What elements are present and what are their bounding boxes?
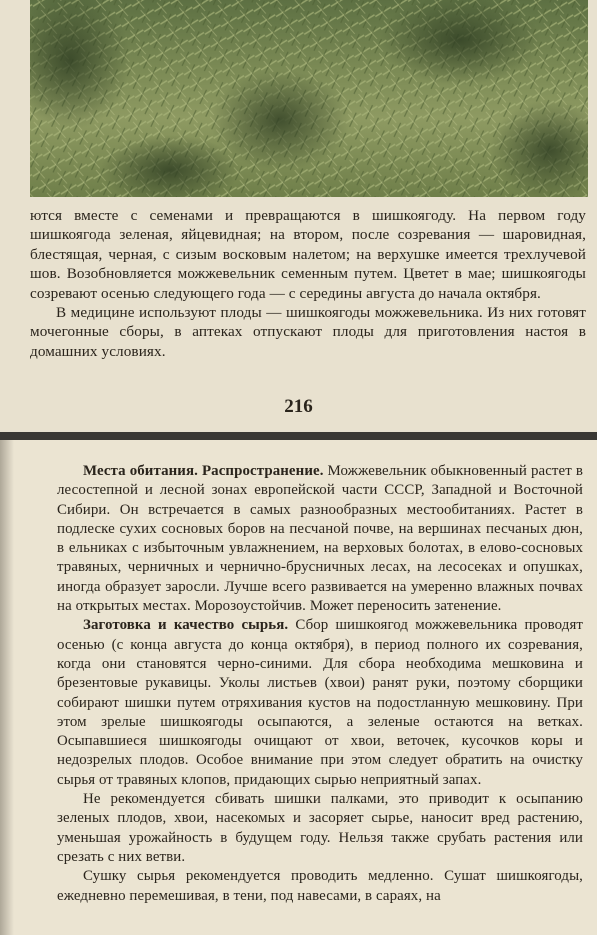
top-page-text (30, 206, 586, 361)
page-number: 216 (284, 396, 313, 417)
paragraph: Не рекомендуется сбивать шишки палками, это приводит к осыпанию зеленых плодов, хвои, насекомых и засоряет сырье, наносит вред растению, уменьшая урожайность в будущем году. Нельзя также срубать растения или срезать с них ветви. (57, 791, 583, 865)
section-text: Можжевельник обыкновенный растет в лесостепной и лесной зонах европейской части СССР, Западной и Восточной Сибири. Он встречается в самых разнообразных местообитаниях. Растет в подлеске сухих сосновых боров на песчаной почве, на вершинах песчаных дюн, в ельниках с избыточным увлажнением, на верховых болотах, в елово-сосновых травяных, черничных и чернично-брусничных лесах, на лесосеках и опушках, иногда образует заросли. Лучше всего развивается на умеренно влажных почвах на открытых местах. Морозоустойчив. Может переносить затенение. (57, 463, 583, 615)
book-page-top (0, 0, 597, 432)
paragraph: Сушку сырья рекомендуется проводить медленно. Сушат шишкоягоды, ежедневно перемешивая, в тени, под навесами, в сараях, на (57, 868, 583, 904)
page-binding-shadow (0, 440, 14, 935)
section-harvest (57, 616, 583, 790)
section-heading: Заготовка и качество сырья. (83, 617, 289, 634)
paragraph: В медицине используют плоды — шишкоягоды можжевельника. Из них готовят мочегонные сборы, в аптеках отпускают плоды для приготовления настоя в домашних условиях. (30, 304, 586, 360)
section-text: Сбор шишкоягод можжевельника проводят осенью (с конца августа до конца октября), в период полного их созревания, когда они становятся черно-синими. Для сбора необходима мешковина и брезентовые рукавицы. Уколы листьев (хвои) ранят руки, поэтому сборщики собирают шишки путем отряхивания кустов на подостланную мешковину. При этом зрелые шишкоягоды осыпаются, а зеленые остаются на ветках. Осыпавшиеся шишкоягоды очищают от хвои, веточек, кусочков коры и недозрелых плодов. Особое внимание при этом следует обратить на очистку сырья от травяных клопов, придающих сырью неприятный запах. (57, 617, 584, 788)
juniper-photo (30, 0, 588, 197)
paragraph: ются вместе с семенами и превращаются в шишкоягоду. На первом году шишкоягода зеленая, яйцевидная; на втором, после созревания — шаровидная, блестящая, черная, с сизым восковым налетом; на верхушке имеется трехлучевой шов. Возобновляется можжевельник семенным путем. Цветет в мае; шишкоягоды созревают осенью следующего года — с середины августа до начала октября. (30, 207, 586, 302)
section-habitat (57, 462, 583, 616)
juniper-foliage-illustration (30, 0, 588, 197)
bottom-page-text (57, 462, 583, 906)
section-heading: Места обитания. Распространение. (83, 463, 324, 479)
